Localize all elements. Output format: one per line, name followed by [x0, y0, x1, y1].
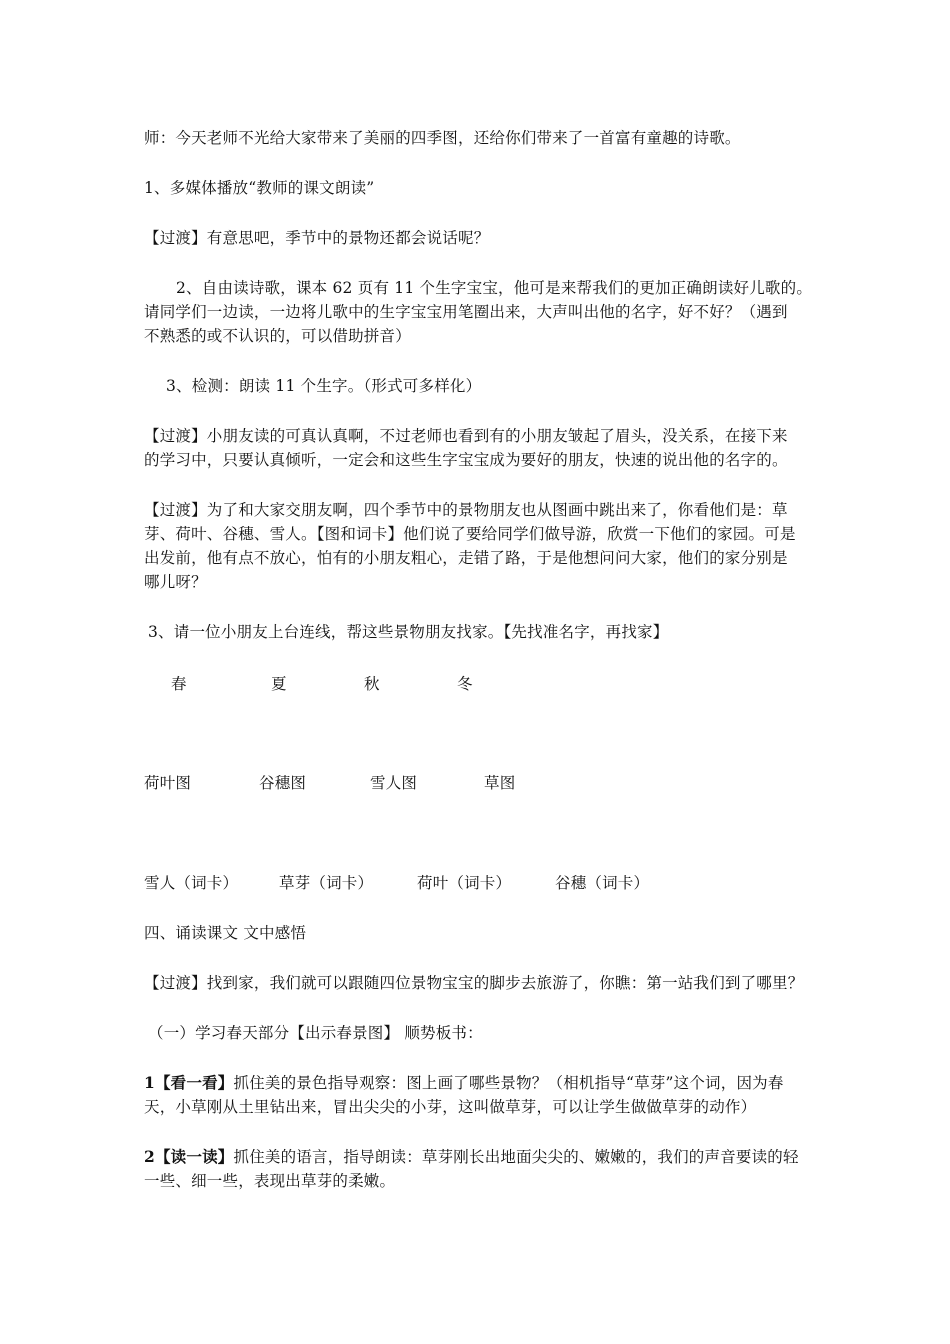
paragraph-transition-3-line-3: 出发前，他有点不放心，怕有的小朋友粗心，走错了路，于是他想问问大家，他们的家分别是 [144, 549, 788, 567]
read-text: 抓住美的语言，指导朗读：草芽刚长出地面尖尖的、嫩嫩的，我们的声音要读的轻 [233, 1148, 799, 1166]
paragraph-multimedia-reading: 1、多媒体播放“教师的课文朗读” [144, 179, 375, 197]
paragraph-matching-task: 3、请一位小朋友上台连线，帮这些景物朋友找家。【先找准名字，再找家】 [148, 623, 669, 641]
paragraph-look-line-1 [144, 1071, 784, 1095]
paragraph-free-reading-line-2: 请同学们一边读，一边将儿歌中的生字宝宝用笔圈出来，大声叫出他的名字，好不好？（遇到 [144, 303, 788, 321]
paragraph-read-line-1 [144, 1145, 799, 1169]
paragraph-transition-3-line-1: 【过渡】为了和大家交朋友啊，四个季节中的景物朋友也从图画中跳出来了，你看他们是：草 [144, 501, 788, 519]
season-autumn: 秋 [364, 675, 380, 693]
season-spring: 春 [171, 675, 187, 693]
card-grain-ear: 谷穗（词卡） [555, 874, 650, 892]
look-text: 抓住美的景色指导观察：图上画了哪些景物？（相机指导“草芽”这个词，因为春 [233, 1074, 784, 1092]
paragraph-free-reading-line-3: 不熟悉的或不认识的，可以借助拼音） [144, 327, 411, 345]
paragraph-read-line-2: 一些、细一些，表现出草芽的柔嫩。 [144, 1172, 396, 1190]
paragraph-spring-part: （一）学习春天部分【出示春景图】 顺势板书： [148, 1024, 483, 1042]
card-snowman: 雪人（词卡） [144, 874, 239, 892]
picture-snowman: 雪人图 [370, 774, 418, 792]
picture-lotus-leaf: 荷叶图 [144, 774, 192, 792]
card-lotus-leaf: 荷叶（词卡） [417, 874, 512, 892]
paragraph-transition-2-line-1: 【过渡】小朋友读的可真认真啊，不过老师也看到有的小朋友皱起了眉头，没关系，在接下来 [144, 427, 788, 445]
read-label: 2【读一读】 [144, 1147, 234, 1166]
paragraph-transition-3-line-2: 芽、荷叶、谷穗、雪人。【图和词卡】他们说了要给同学们做导游，欣赏一下他们的家园。可是 [144, 525, 796, 543]
paragraph-free-reading-line-1: 2、自由读诗歌，课本 62 页有 11 个生字宝宝，他可是来帮我们的更加正确朗读好儿歌的。 [176, 279, 813, 297]
paragraph-teacher-intro: 师：今天老师不光给大家带来了美丽的四季图，还给你们带来了一首富有童趣的诗歌。 [144, 129, 741, 147]
paragraph-transition-4: 【过渡】找到家，我们就可以跟随四位景物宝宝的脚步去旅游了，你瞧：第一站我们到了哪里？ [144, 974, 804, 992]
season-summer: 夏 [271, 675, 287, 693]
picture-grain-ear: 谷穗图 [259, 774, 307, 792]
season-winter: 冬 [457, 675, 473, 693]
look-label: 1【看一看】 [144, 1073, 234, 1092]
paragraph-transition-1: 【过渡】有意思吧，季节中的景物还都会说话呢？ [144, 229, 490, 247]
paragraph-check: 3、检测：朗读 11 个生字。（形式可多样化） [166, 377, 482, 395]
section-heading-recite: 四、诵读课文 文中感悟 [144, 924, 307, 942]
card-grass-bud: 草芽（词卡） [279, 874, 374, 892]
paragraph-look-line-2: 天，小草刚从土里钻出来，冒出尖尖的小芽，这叫做草芽，可以让学生做做草芽的动作） [144, 1098, 757, 1116]
paragraph-transition-2-line-2: 的学习中，只要认真倾听，一定会和这些生字宝宝成为要好的朋友，快速的说出他的名字的。 [144, 451, 788, 469]
paragraph-transition-3-line-4: 哪儿呀？ [144, 573, 207, 591]
picture-grass: 草图 [484, 774, 516, 792]
